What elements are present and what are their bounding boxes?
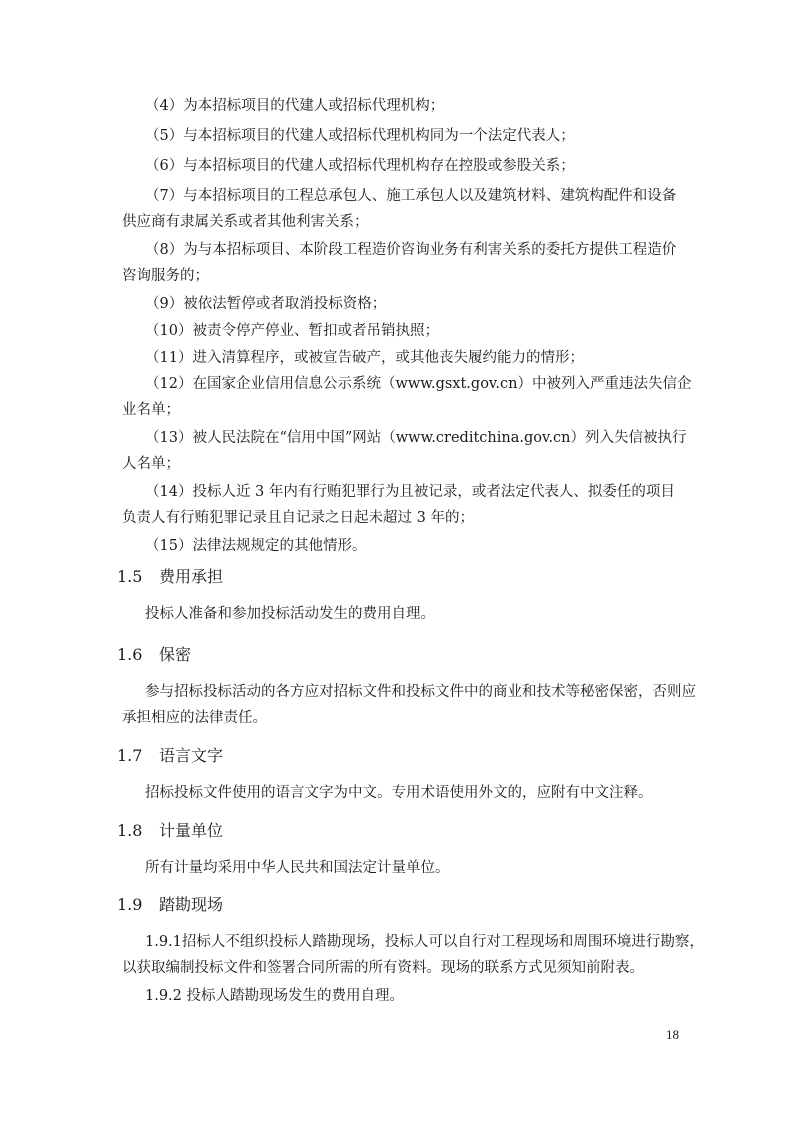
paragraph-line: 招标投标文件使用的语言文字为中文。专用术语使用外文的，应附有中文注释。	[145, 785, 653, 801]
list-item-continuation: 人名单；	[122, 456, 180, 472]
list-item: （14）投标人近 3 年内有行贿犯罪行为且被记录，或者法定代表人、拟委任的项目	[145, 484, 675, 500]
paragraph-line: 所有计量均采用中华人民共和国法定计量单位。	[145, 860, 450, 876]
paragraph-line: 投标人准备和参加投标活动发生的费用自理。	[145, 606, 435, 622]
section-heading-1-9	[117, 894, 223, 916]
page-number: 18	[666, 1027, 679, 1042]
paragraph-line: 承担相应的法律责任。	[122, 710, 267, 726]
list-item: （12）在国家企业信用信息公示系统（www.gsxt.gov.cn）中被列入严重违法失信企	[145, 376, 692, 392]
list-item-continuation: 供应商有隶属关系或者其他利害关系；	[122, 214, 369, 230]
list-item: （7）与本招标项目的工程总承包人、施工承包人以及建筑材料、建筑构配件和设备	[145, 188, 677, 204]
list-item: （6）与本招标项目的代建人或招标代理机构存在控股或参股关系；	[145, 158, 575, 174]
paragraph-line: 1.9.2 投标人踏勘现场发生的费用自理。	[145, 988, 405, 1004]
list-item-continuation: 负责人有行贿犯罪记录且自记录之日起未超过 3 年的；	[122, 510, 474, 526]
list-item: （5）与本招标项目的代建人或招标代理机构同为一个法定代表人；	[145, 128, 575, 144]
paragraph-line: 以获取编制投标文件和签署合同所需的所有资料。现场的联系方式见须知前附表。	[122, 960, 644, 976]
section-number: 1.8	[117, 821, 143, 840]
section-title: 语言文字	[159, 746, 224, 765]
section-heading-1-7	[117, 745, 223, 767]
section-title: 踏勘现场	[159, 895, 224, 914]
list-item: （13）被人民法院在“信用中国”网站（www.creditchina.gov.cn）列入失信被执行	[145, 430, 687, 446]
paragraph-line: 1.9.1招标人不组织投标人踏勘现场，投标人可以自行对工程现场和周围环境进行勘察，	[145, 934, 704, 950]
list-item: （4）为本招标项目的代建人或招标代理机构；	[145, 98, 445, 114]
list-item: （8）为与本招标项目、本阶段工程造价咨询业务有利害关系的委托方提供工程造价	[145, 242, 677, 258]
section-number: 1.7	[117, 746, 143, 765]
section-heading-1-8	[117, 820, 223, 842]
list-item: （10）被责令停产停业、暂扣或者吊销执照；	[145, 323, 439, 339]
list-item: （11）进入清算程序，或被宣告破产，或其他丧失履约能力的情形；	[145, 350, 584, 366]
section-number: 1.9	[117, 895, 143, 914]
section-heading-1-6	[117, 644, 191, 666]
list-item: （15）法律法规规定的其他情形。	[145, 538, 367, 554]
section-title: 费用承担	[159, 567, 224, 586]
section-number: 1.6	[117, 645, 143, 664]
section-title: 保密	[159, 645, 192, 664]
section-number: 1.5	[117, 567, 143, 586]
list-item-continuation: 业名单；	[122, 402, 180, 418]
paragraph-line: 参与招标投标活动的各方应对招标文件和投标文件中的商业和技术等秘密保密，否则应	[145, 684, 696, 700]
section-title: 计量单位	[159, 821, 224, 840]
list-item-continuation: 咨询服务的；	[122, 268, 209, 284]
list-item: （9）被依法暂停或者取消投标资格；	[145, 296, 387, 312]
section-heading-1-5	[117, 566, 223, 588]
